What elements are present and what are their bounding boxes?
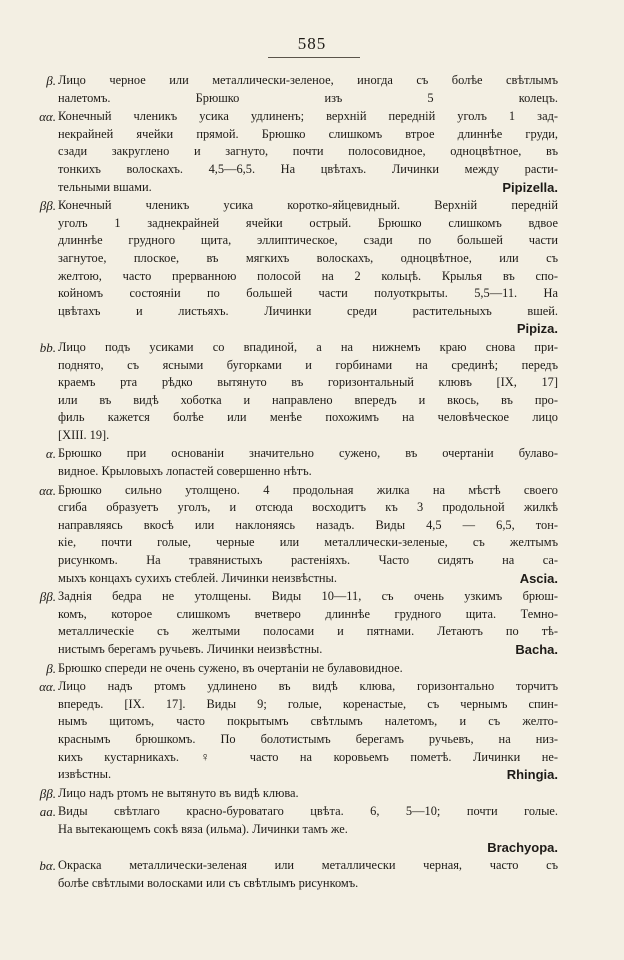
text-line: краемъ рта рѣдко вытянуто въ горизонтальный клювъ [IX, 17]	[58, 375, 558, 390]
key-marker: bα.	[39, 858, 56, 874]
key-entry	[39, 197, 558, 338]
text-line: видное. Крыловыхъ лопастей совершенно нѣтъ.	[58, 464, 312, 479]
key-entry	[45, 445, 558, 480]
text-line: филь кажется болѣе или менѣе похожимъ на человѣческое лицо	[58, 410, 558, 425]
text-line: длиннѣе грудного щита, эллиптическое, сзади по большей части	[58, 233, 558, 248]
text-line: Лицо черное или металлически-зеленое, иногда съ болѣе свѣтлымъ	[58, 73, 558, 87]
key-entry	[39, 785, 558, 803]
text-line: или въ видѣ хоботка и направлено впередъ и вкось, въ про-	[58, 392, 558, 407]
text-line: загнутое, плоское, въ мягкихъ волоскахъ, одноцвѣтное, или съ	[58, 250, 558, 265]
key-marker: αα.	[39, 679, 56, 695]
text-line: Брюшко спереди не очень сужено, въ очертаніи не булавовидное.	[58, 660, 403, 675]
text-line: кіе, почти голые, черные или металлически-зеленые, съ желтымъ	[58, 535, 558, 550]
genus-name: Pipizella.	[502, 179, 558, 195]
text-line: болѣе свѣтлыми волосками или съ свѣтлымъ рисункомъ.	[58, 875, 359, 890]
text-line: Брюшко при основаніи значительно сужено, въ очертаніи булаво-	[58, 446, 558, 461]
text-line-with-genus	[58, 641, 558, 659]
key-entry	[46, 72, 558, 107]
text-line: желтою, часто прерванною полосой на 2 кольцѣ. Крылья въ спо-	[58, 268, 558, 283]
text-line: Лицо подъ усиками со впадиной, а на нижнемъ краю снова при-	[58, 339, 558, 354]
header-rule	[268, 57, 360, 58]
text-line: цвѣтахъ и листьяхъ. Личинки среди растительныхъ вшей.	[58, 303, 558, 318]
text-line-with-genus	[58, 766, 558, 784]
key-entry	[39, 678, 558, 784]
text-line: кихъ кустарникахъ. ♀ часто на коровьемъ пометѣ. Личинки не-	[58, 749, 558, 764]
key-marker: ββ.	[39, 589, 56, 605]
page-number: 585	[297, 34, 327, 53]
text-line: Конечный членикъ усика удлиненъ; верхній передній уголъ 1 зад-	[58, 109, 558, 124]
text-line: нистымъ берегамъ ручьевъ. Личинки неизвѣстны.	[58, 642, 323, 656]
key-marker: aa.	[39, 804, 56, 820]
key-marker: αα.	[39, 482, 56, 498]
text-line: комъ, которое слишкомъ вчетверо длиннѣе грудного щита. Темно-	[58, 606, 558, 621]
key-entry	[39, 857, 558, 892]
key-marker: αα.	[39, 109, 56, 125]
text-line: Окраска металлически-зеленая или металлически черная, часто съ	[58, 858, 558, 873]
text-line: Лицо надъ ртомъ не вытянуто въ видѣ клюва.	[58, 785, 299, 800]
text-line: некрайней ячейки прямой. Брюшко слишкомъ втрое длиннѣе груди,	[58, 126, 558, 141]
key-marker: β.	[46, 73, 56, 88]
text-line: тонкихъ волоскахъ. 4,5—6,5. На цвѣтахъ. Личинки между расти-	[58, 161, 558, 176]
text-line: койномъ состояніи по большей части полуоткрыты. 5,5—11. На	[58, 286, 558, 301]
key-entry	[39, 482, 558, 588]
key-marker: ββ.	[39, 198, 56, 214]
text-line: налетомъ. Брюшко изъ 5 колецъ.	[58, 90, 558, 105]
text-line: направляясь вкосѣ или наклоняясь назадъ. Виды 4,5 — 6,5, тон-	[58, 517, 558, 532]
text-line: извѣстны.	[58, 767, 112, 782]
genus-name: Brachyopa.	[487, 839, 558, 855]
text-line: Лицо надъ ртомъ удлинено въ видѣ клюва, горизонтально торчитъ	[58, 679, 558, 694]
text-line: мыхъ концахъ сухихъ стеблей. Личинки неизвѣстны.	[58, 570, 337, 585]
text-line-with-genus	[58, 179, 558, 197]
genus-name: Ascia.	[519, 570, 558, 586]
text-line: впередъ. [IX. 17]. Виды 9; голые, коренастые, съ чернымъ спин-	[58, 696, 558, 711]
text-line: Виды свѣтлаго красно-буроватаго цвѣта. 6, 5—10; почти голые.	[58, 804, 558, 819]
text-line: поднято, съ ясными бугорками и горбинами на срединѣ; передъ	[58, 357, 558, 372]
text-line: тельными вшами.	[58, 179, 152, 194]
text-line-with-genus	[58, 570, 558, 588]
key-marker: bb.	[39, 339, 56, 355]
text-line: металлическіе съ желтыми полосами и пятнами. Летаютъ по тѣ-	[58, 624, 558, 639]
text-line: сгиба образуетъ уголъ, и отсюда восходитъ къ 3 продольной жилкѣ	[58, 500, 558, 515]
page-body	[39, 72, 558, 893]
genus-name: Bacha.	[515, 642, 558, 657]
text-line: сзади закруглено и загнуто, почти полосовидное, одноцвѣтное, въ	[58, 144, 558, 159]
text-line: Заднія бедра не утолщены. Виды 10—11, съ очень узкимъ брюш-	[58, 589, 558, 604]
text-line: уголъ 1 заднекрайней ячейки острый. Брюшко слишкомъ вдвое	[58, 215, 558, 230]
key-entry	[39, 108, 558, 196]
key-entry	[46, 660, 558, 678]
key-marker: α.	[45, 446, 56, 462]
text-line: На вытекающемъ сокѣ вяза (ильма). Личинки тамъ же.	[58, 821, 348, 836]
text-line: Конечный членикъ усика коротко-яйцевидный. Верхній передній	[58, 198, 558, 213]
text-line: рисункомъ. На травянистыхъ растеніяхъ. Часто сидятъ на са-	[58, 553, 558, 568]
key-entry	[39, 588, 558, 658]
genus-name: Pipiza.	[516, 321, 558, 337]
key-entry	[39, 803, 558, 856]
text-line: [XIII. 19].	[58, 427, 110, 442]
genus-name: Rhingia.	[506, 767, 558, 783]
text-line: Брюшко сильно утолщено. 4 продольная жилка на мѣстѣ своего	[58, 482, 558, 497]
key-marker: ββ.	[39, 785, 56, 801]
text-line: нымъ щитомъ, часто покрытымъ свѣтлымъ налетомъ, и съ желто-	[58, 714, 558, 729]
key-marker: β.	[46, 660, 56, 676]
key-entry	[39, 339, 558, 445]
text-line: краснымъ брюшкомъ. По болотистымъ берегамъ ручьевъ, на низ-	[58, 731, 558, 746]
